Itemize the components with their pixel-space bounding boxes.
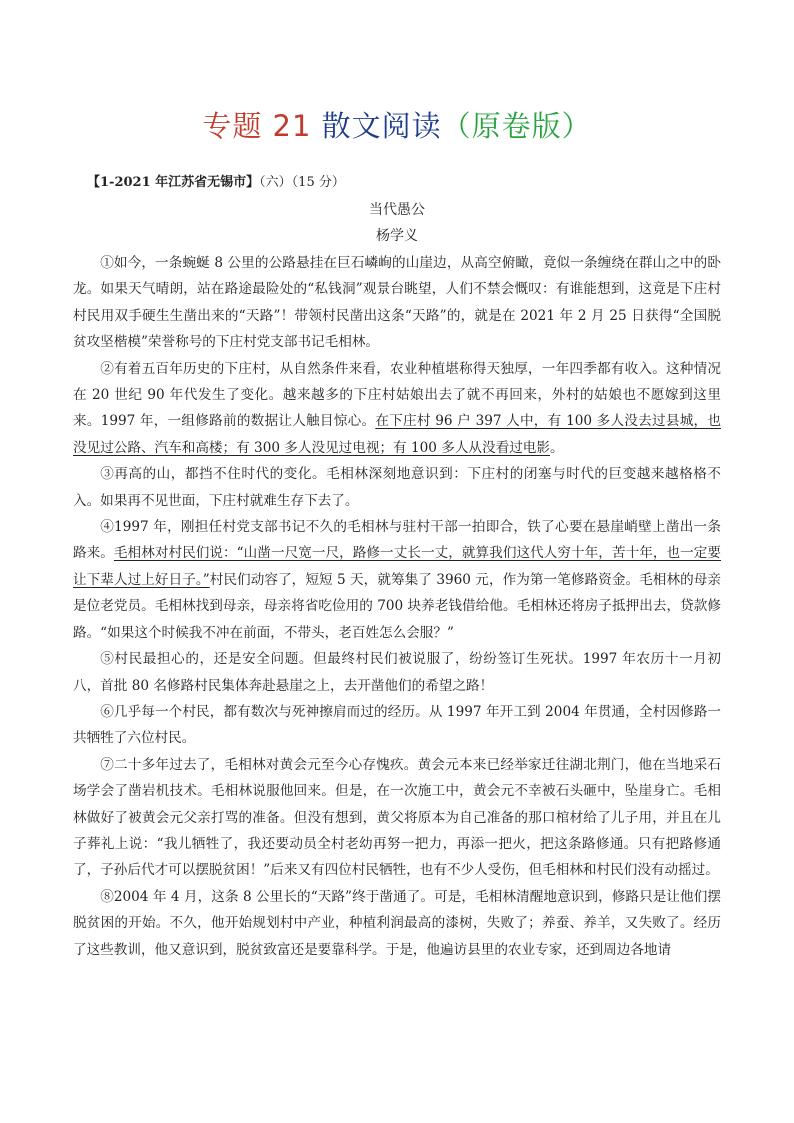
title-edition: （原卷版） [441,109,592,143]
underlined-sentence: 毛相林对村民们说：“山凿一尺宽一尺，路修一丈长一丈，就算我们这代人穷十年，苦十年，也一定要让下辈人过上好日子。” [73,545,721,588]
passage-title: 当代愚公 [369,202,425,218]
question-score: （15 分） [291,175,345,190]
question-header [87,171,345,190]
question-source: 【1-2021 年江苏省无锡市】 [87,175,260,190]
paragraph-1: ①如今，一条蜿蜒 8 公里的公路悬挂在巨石嶙峋的山崖边，从高空俯瞰，竟似一条缠绕在群山之中的卧龙。如果天气晴朗，站在路途最险处的“私钱洞”观景台眺望，人们不禁会慨叹：有谁能想到，这竟是下庄村村民用双手硬生生凿出来的“天路”！带领村民凿出这条“天路”的，就是在 2021 年 2 月 25 日获得“全国脱贫攻坚楷模”荣誉称号的下庄村党支部书记毛相林。 [73,255,721,351]
paragraph-5: ⑤村民最担心的，还是安全问题。但最终村民们被说服了，纷纷签订生死状。1997 年农历十一月初八，首批 80 名修路村民集体奔赴悬崖之上，去开凿他们的希望之路！ [73,651,721,694]
passage-body [73,250,721,963]
paragraph-8: ⑧2004 年 4 月，这条 8 公里长的“天路”终于凿通了。可是，毛相林清醒地意识到，修路只是让他们摆脱贫困的开始。不久，他开始规划村中产业，种植利润最高的漆树，失败了；养蚕、养羊，又失败了。经历了这些教训，他又意识到，脱贫致富还是要靠科学。于是，他遍访县里的农业专家，还到周边各地请 [73,888,721,958]
page-title [0,104,794,145]
title-topic-number: 专题 21 [202,109,322,143]
underlined-sentence: 在下庄村 96 户 397 人中，有 100 多人没去过县城，也没见过公路、汽车和高楼；有 300 多人没见过电视；有 100 多人从没看过电影 [73,413,721,456]
question-section: （六） [259,175,292,190]
title-subject: 散文阅读 [321,109,442,143]
paragraph-3: ③再高的山，都挡不住时代的变化。毛相林深刻地意识到：下庄村的闭塞与时代的巨变越来越格格不入。如果再不见世面，下庄村就难生存下去了。 [73,466,721,509]
paragraph-7: ⑦二十多年过去了，毛相林对黄会元至今心存愧疚。黄会元本来已经举家迁往湖北荆门，他在当地采石场学会了凿岩机技术。毛相林说服他回来。但是，在一次施工中，黄会元不幸被石头砸中，坠崖身亡。毛相林做好了被黄会元父亲打骂的准备。但没有想到，黄父将原本为自己准备的那口棺材给了儿子用，并且在儿子葬礼上说：“我儿牺牲了，我还要动员全村老幼再努一把力，再添一把火，把这条路修通。只有把路修通了，子孙后代才可以摆脱贫困！”后来又有四位村民牺牲，也有不少人受伤，但毛相林和村民们没有动摇过。 [73,756,721,879]
paragraph-6: ⑥几乎每一个村民，都有数次与死神擦肩而过的经历。从 1997 年开工到 2004 年贯通，全村因修路一共牺牲了六位村民。 [73,703,721,747]
paragraph-2: ②有着五百年历史的下庄村，从自然条件来看，农业种植堪称得天独厚，一年四季都有收入。这种情况在 20 世纪 90 年代发生了变化。越来越多的下庄村姑娘出去了就不再回来，外村的姑娘也不愿嫁到这里来。1997 年，一组修路前的数据让人触目惊心。在下庄村 96 户 397 人中，有 100 多人没去过县城，也没见过公路、汽车和高楼；有 300 多人没见过电视；有 100 多人从没看过电影。 [73,360,721,456]
passage-author: 杨学义 [376,228,418,244]
paragraph-4: ④1997 年，刚担任村党支部书记不久的毛相林与驻村干部一拍即合，铁了心要在悬崖峭壁上凿出一条路来。毛相林对村民们说：“山凿一尺宽一尺，路修一丈长一丈，就算我们这代人穷十年，苦十年，也一定要让下辈人过上好日子。”村民们动容了，短短 5 天，就筹集了 3960 元，作为第一笔修路资金。毛相林的母亲是位老党员。毛相林找到母亲，母亲将省吃俭用的 700 块养老钱借给他。毛相林还将房子抵押出去，贷款修路。“如果这个时候我不冲在前面，不带头，老百姓怎么会服？” [73,519,721,641]
